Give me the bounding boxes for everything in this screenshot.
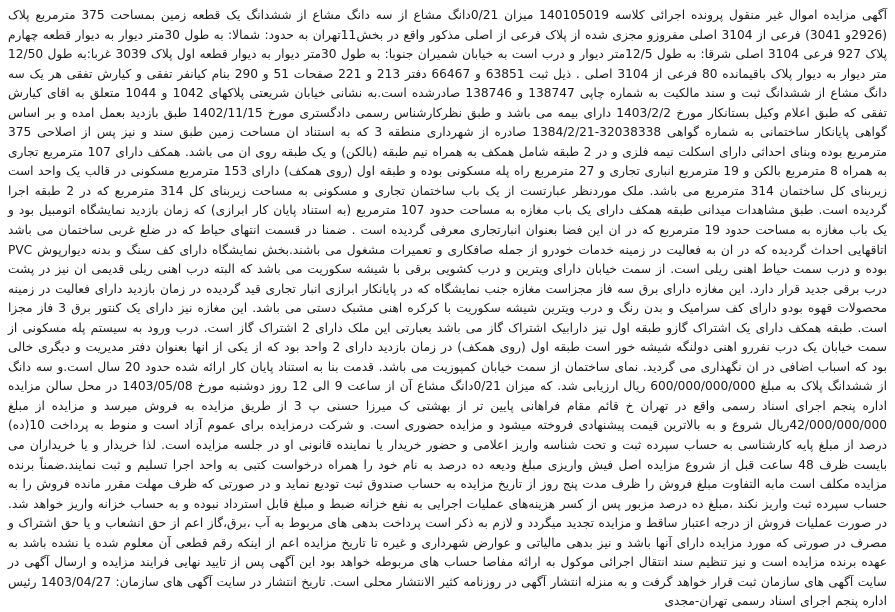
notice-signature: رئیس اداره پنجم اجرای اسناد رسمی تهران-مجدی <box>8 574 887 609</box>
notice-body-text: آگهی مزایده اموال غیر منقول پرونده اجرائی کلاسه 140105019 میزان 0/21دانگ مشاع از سه دانگ مشاع از ششدانگ یک قطعه زمین بمساحت 375 مترمربع پلاک (2926و 3041) فرعی از 3104 اصلی مفروزو مجزی شده از پلاک فرعی از اصلی مذکور واقع در بخش11تهران به حدود: شمالا: به طول 30متر دیوار به دیوار قطعه چهارم پلاک 927 فرعی 3104 اصلی شرقا: به طول 12/5متر دیوار و درب است به خیابان شمیران جنوبا: به طول 30متر دیوار به دیوار قطعه اول پلاک 3039 غربا:به طول 12/50 متر دیوار به دیوار پلاک باقیمانده 80 فرعی از 3104 اصلی . ذیل ثبت 63851 و 66467 دفتر 213 و 221 صفحات 51 و 290 بنام کیانفر تفقی و کیارش تفقی هر یک سه دانگ مشاع از ششدانگ ثبت و سند مالکیت به شماره چاپی 138747 و 138746 صادرشده است.به نشانی خیابان شریعتی پلاکهای 1042 و 1044 متعلق به اقای کیارش تفقی که طبق اعلام وکیل بستانکار مورخ 1403/2/2 دارای بیمه می باشد و طبق نظرکارشناس رسمی دادگستری مورخ 1402/11/15 طبق بازدید بعمل امده و بر اساس گواهی پایانکار ساختمانی به شماره گواهی 32038338-1384/2/21 صادره از شهرداری منطقه 3 که به استناد ان مساحت زمین طبق سند و نیز پس از اصلاحی 375 مترمربع بوده وبنای احداثی دارای اسکلت نیمه فلزی و در 2 طبقه شامل همکف به همراه نیم طبقه (بالکن) و یک طبقه روی ان می باشد. همکف دارای 107 مترمربع تجاری به همراه 8 مترمربع بالکن و 19 مترمربع انباری تجاری و 27 مترمربع راه پله مسکونی بوده و طبقه اول (روی همکف) دارای 153 مترمربع مسکونی در قالب یک واحد است زیربنای کل ساختمان 314 مترمربع می باشد. ملک موردنظر عبارتست از یک باب ساختمان تجاری و مسکونی به مساحت زیربنای کل 314 مترمربع که در 2 طبقه اجرا گردیده است. طبق مشاهدات میدانی طبقه همکف دارای یک باب مغازه به مساحت حدود 107 مترمربع (به استناد پایان کار ابرازی) که زمان بازدید نمایشگاه اتومبیل بود و یک باب مغازه به مساحت حدود 19 مترمربع که در ان این فضا بعنوان انبارتجاری معرفی گردیده است . ضمنا در قسمت انتهای حیاط که در ضلع غربی ساختمان می باشد اتاقهایی احداث گردیده که در ان به فعالیت در زمینه خدمات خودرو از جمله صافکاری و تعمیرات مشغول می باشند.بخش نمایشگاه دارای کف سنگ و بدنه دیوارپوش PVC بوده و درب سمت حیاط اهنی ریلی است. از سمت خیابان دارای ویترین و درب کشویی برقی با شیشه سکوریت می باشد که البته درب اهنی ریلی قدیمی ان نیز در پشت درب برقی جدید قرار دارد. این مغازه دارای برق سه فاز مجزاست مغازه جنب نمایشگاه که در پایانکار ابرازی انبار تجاری قید گردیده در زمان بازدید دارای فعالیت در زمینه محصولات قهوه بودو دارای کف سرامیک و بدن رنگ و درب ویترین شیشه سکوریت با کرکره اهنی مشبک دستی می باشد. این مغازه نیز دارای یک کنتور برق 3 فاز مجزا است. طبقه همکف دارای یک اشتراک گازو طبقه اول نیز دارابیک اشتراک گاز می باشد بعبارتی این ملک دارای 2 اشتراک گاز است. درب ورود به سیستم پله مسکونی از سمت خیابان یک درب نفررو اهنی دولنگه شیشه خور است طبقه اول (روی همکف) در زمان بازدید دارای 2 واحد بود که از یکی از انها بعنوان دفتر مدیریت و دیگری خالی بود که اسباب اضافی در ان نگهداری می گردید. نمای ساختمان از سمت خیابان کمپوزیت می باشد. قدمت بنا به استناد پایان کار ارائه شده حدود 20 سال است.و سه دانگ از ششدانگ پلاک به مبلغ 600/000/000/000 ریال ارزیابی شد. که میزان 0/21دانگ مشاع آن از ساعت 9 الی 12 روز دوشنبه مورخ 1403/05/08 در محل سالن مزایده اداره پنجم اجرای اسناد رسمی واقع در تهران خ قائم مقام فراهانی پایین تر از بهشتی ک میرزا حسنی پ 3 از طریق مزایده به فروش میرسد و مزایده از مبلغ 42/000/000/000ریال شروع و به بالاترین قیمت پیشنهادی فروخته میشود و مزایده حضوری است. و شرکت درمزایده برای عموم آزاد است و منوط به پرداخت 10(ده) درصد از مبلغ پایه کارشناسی به حساب سپرده ثبت و تحت شناسه واریز اعلامی و حضور خریدار یا نماینده قانونی او در جلسه مزایده است. لذا خریدار و یا خریداران می بایست ظرف 48 ساعت قبل از شروع مزایده اصل فیش واریزی مبلغ ودیعه ده درصد به نام خود را همراه درخواست کتبی به واحد اجرا تسلیم و ثبت نمایند.ضمناً برنده مزایده مکلف است مابه التفاوت مبلغ فروش را ظرف مدت پنج روز از تاریخ مزایده به حساب صندوق ثبت تودیع نماید و در صورتی که ظرف مهلت مقرر مانده فروش را به حساب سپرده ثبت واریز نکند ،مبلغ ده درصد مزبور پس از کسر هزینه‌های عملیات اجرایی به نفع خزانه ضبط و مبلغ قابل استرداد نبوده و به حساب خزانه واریز خواهد شد. در صورت عملیات فروش از درجه اعتبار ساقط و مزایده تجدید میگردد و لازم به ذکر است پرداخت بدهی های مربوط به آب ،برق،گاز اعم از حق انشعاب و یا حق اشتراک و مصرف در صورتی که مورد مزایده دارای آنها باشد و نیز بدهی مالیاتی و عوارض شهرداری و غیره تا تاریخ مزایده اعم از اینکه رقم قطعی آن معلوم شده یا نشده باشد به عهده برنده مزایده است و نیز تنظیم سند انتقال اجرائی موکول به ارائه مفاصا حساب های مربوطه خواهد بود این آگهی پس از تایید نهایی فرایند مزایده و ارسال آگهی در سایت آگهی های سازمان ثبت قرار خواهد گرفت و به منزله انتشار آگهی در روزنامه کثیر الانتشار محلی است. تاریخ انتشار در سایت آگهی های سازمان: 1403/04/27 <box>8 8 888 589</box>
auction-notice-text <box>8 6 887 612</box>
